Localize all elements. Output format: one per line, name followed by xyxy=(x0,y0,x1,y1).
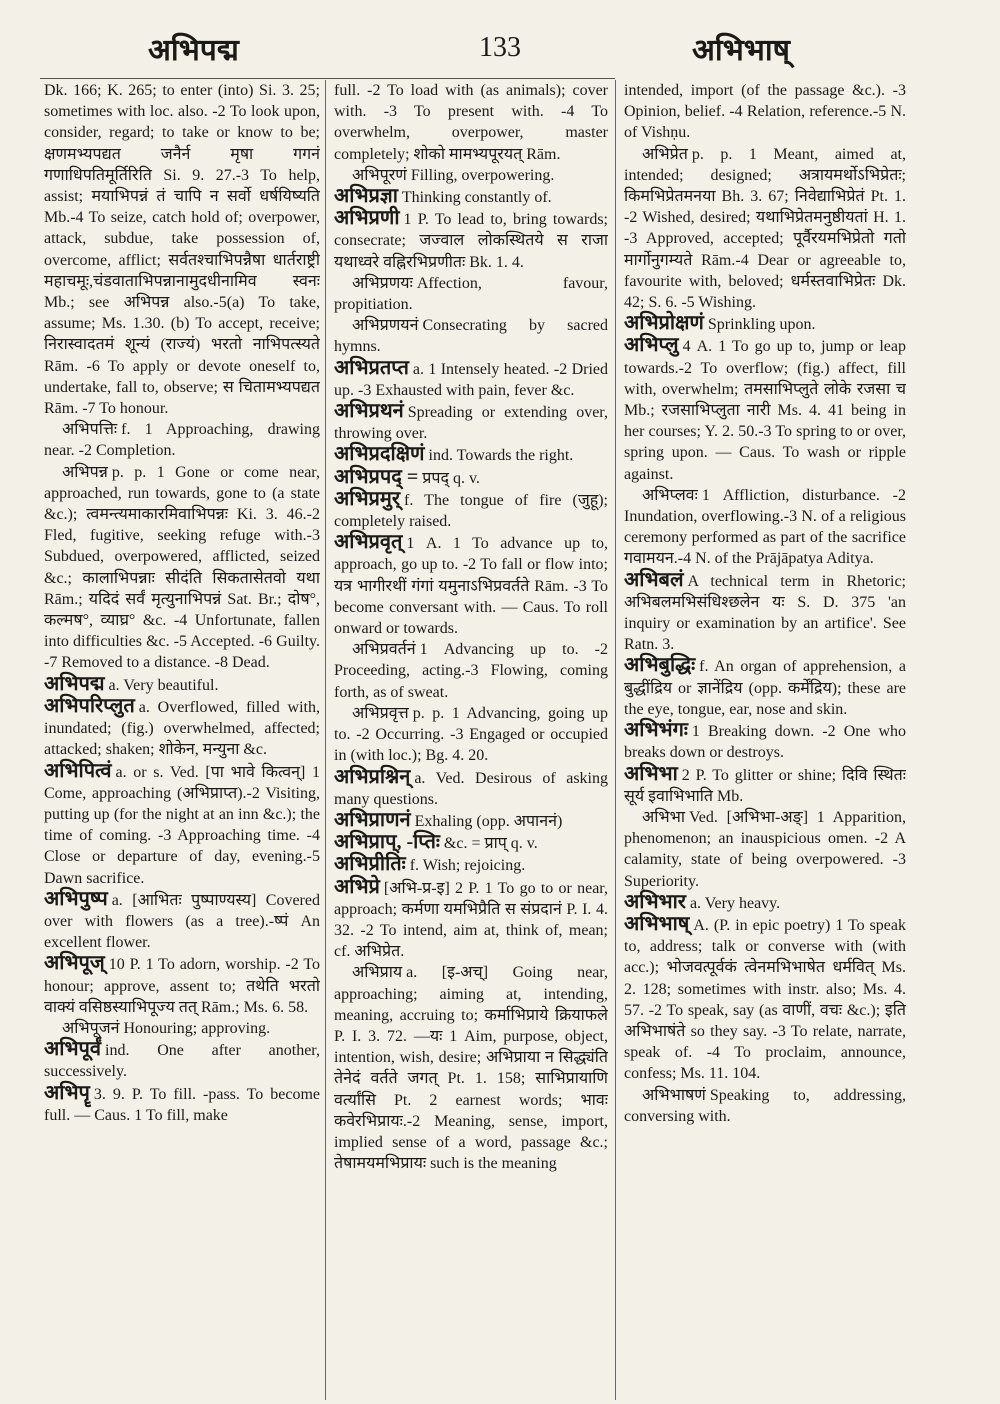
dictionary-entry xyxy=(334,358,608,401)
headword: अभिप्रतप्त xyxy=(334,356,409,379)
headword: अभिभार xyxy=(624,890,686,913)
definition: A technical term in Rhetoric; अभिबलमभिसंधिश्छलेन यः S. D. 375 'an inquiry or examination by an artifice'. See Ratn. 3. xyxy=(624,572,906,654)
definition: ind. Towards the right. xyxy=(428,447,574,465)
dictionary-entry xyxy=(334,767,608,810)
headword: अभिपूजनं xyxy=(62,1019,120,1037)
headword: अभिप्रदक्षिणं xyxy=(334,443,425,466)
definition: p. p. 1 Gone or come near, approached, run towards, gone to (a state &c.); त्वमन्त्यमाकारमिवाभिपन्नः Ki. 3. 46.-2 Fled, fugitive, seeking refuge with.-3 Subdued, overpowered, afflicted, seized &c.; कालाभिपन्नाः सीदंति सिकतासेतवो यथा Rām.; यदिदं सर्वं मृत्युनाभिपन्नं Sat. Br.; दोष°, कल्मष°, व्याघ्र° &c. -4 Unfortunate, fallen into difficulties &c. -5 Accepted. -6 Guilty. -7 Removed to a distance. -8 Dead. xyxy=(44,463,320,672)
headword: अभिपूरणं xyxy=(352,166,407,184)
dictionary-entry xyxy=(334,467,608,489)
dictionary-entry xyxy=(44,80,320,419)
headword: अभिप्रोक्षणं xyxy=(624,312,704,335)
dictionary-entry xyxy=(624,144,906,314)
dictionary-entry xyxy=(334,854,608,876)
definition: प्रपद् q. v. xyxy=(422,469,480,487)
definition: intended, import (of the passage &c.). -3 Opinion, belief. -4 Relation, reference.-5 N. of Vishṇu. xyxy=(624,82,906,142)
dictionary-entry xyxy=(334,877,608,963)
dictionary-entry xyxy=(624,914,906,1085)
left-guide-word: अभिपद्म xyxy=(148,34,239,67)
dictionary-entry xyxy=(44,1083,320,1126)
definition: p. p. 1 Advancing, going up to. -2 Occurring. -3 Engaged or occupied in (with loc.); Bg. 4. 20. xyxy=(334,704,608,765)
headword: अभिबलं xyxy=(624,568,684,591)
headword: अभिपन्न xyxy=(62,463,108,481)
definition: Sprinkling upon. xyxy=(707,316,816,334)
dictionary-entry xyxy=(334,962,608,1174)
definition: 1 Advancing up to. -2 Proceeding, acting.-3 Flowing, coming forth, as of sweat. xyxy=(334,641,608,701)
dictionary-entry xyxy=(44,889,320,954)
headword: अभिपरिप्लुत xyxy=(44,694,135,717)
definition: &c. = प्राप् q. v. xyxy=(443,835,538,853)
dictionary-entry xyxy=(334,80,608,165)
headword: अभिपत्तिः xyxy=(62,421,118,439)
headword: अभिप्राय xyxy=(352,964,403,982)
dictionary-entry xyxy=(44,462,320,674)
dictionary-entry xyxy=(334,639,608,703)
definition: full. -2 To load with (as animals); cover with. -3 To present with. -4 To overwhelm, overpower, master completely; शोको मामभ्यपूरयत् Rām. xyxy=(334,82,608,163)
definition: Honouring; approving. xyxy=(123,1019,271,1037)
definition: 3. 9. P. To fill. -pass. To become full. — Caus. 1 To fill, make xyxy=(44,1085,320,1124)
column-2 xyxy=(334,80,608,1390)
definition: Affection, favour, propitiation. xyxy=(334,274,608,314)
definition: a. 1 Intensely heated. -2 Dried up. -3 Exhausted with pain, fever &c. xyxy=(334,360,608,399)
definition: Speaking to, addressing, conversing with. xyxy=(624,1086,906,1125)
dictionary-entry xyxy=(624,720,906,763)
headword: अभिपुष्प xyxy=(44,887,108,910)
headword: अभिप्राणनं xyxy=(334,808,411,831)
dictionary-entry xyxy=(44,1018,320,1039)
definition: 1 P. To lead to, bring towards; consecrate; जज्वाल लोकस्थितये स राजा यथाध्वरे वह्निरभिप्रणीतः Bk. 1. 4. xyxy=(334,211,608,271)
page-header xyxy=(40,28,960,78)
right-guide-word: अभिभाष् xyxy=(692,34,790,67)
headword: अभिपद्म xyxy=(44,672,105,695)
headword: अभिप्लु xyxy=(624,334,679,357)
headword: अभिप्रेत xyxy=(642,145,688,163)
column-divider xyxy=(325,80,326,1400)
dictionary-entry xyxy=(624,892,906,914)
definition: a. Ved. Desirous of asking many questions. xyxy=(334,769,608,808)
dictionary-entry xyxy=(44,674,320,696)
headword: अभिप्रज्ञा xyxy=(334,185,398,208)
dictionary-entry xyxy=(334,489,608,532)
dictionary-entry xyxy=(334,832,608,854)
headword: अभिप्लवः xyxy=(642,486,698,504)
definition: Consecrating by sacred hymns. xyxy=(334,317,608,356)
definition: Filling, overpowering. xyxy=(410,166,555,184)
headword: अभिभा xyxy=(642,808,686,826)
dictionary-entry xyxy=(334,208,608,273)
definition: 1 Breaking down. -2 One who breaks down or destroys. xyxy=(624,723,906,762)
dictionary-entry xyxy=(624,807,906,892)
dictionary-entry xyxy=(334,186,608,208)
headword: अभिप्रश्निन् xyxy=(334,765,411,788)
headword: अभिभा xyxy=(624,762,678,785)
dictionary-entry xyxy=(334,315,608,357)
dictionary-entry xyxy=(334,532,608,639)
definition: a. [इ-अच्] Going near, approaching; aiming at, intending, meaning, accruing to; कर्माभिप्राये क्रियाफले P. I. 3. 72. —यः 1 Aim, purpose, object, intention, wish, desire; अभिप्राया न सिद्ध्यंति तेनेदं वर्तते जगत् Pt. 1. 158; साभिप्रायाणि वर्त्यांसि Pt. 2 earnest words; भावः कवेरभिप्रायः.-2 Meaning, sense, import, implied sense of a word, passage &c.; तेषामयमभिप्रायः such is the meaning xyxy=(334,964,608,1173)
dictionary-entry xyxy=(334,273,608,315)
headword: अभिभंगः xyxy=(624,719,688,742)
definition: a. [आभितः पुष्पाण्यस्य] Covered over with flowers (as a tree).-ष्पं An excellent flower. xyxy=(44,891,320,952)
dictionary-entry xyxy=(624,570,906,656)
headword: अभिपॄ xyxy=(44,1081,90,1104)
dictionary-entry xyxy=(334,703,608,767)
dictionary-entry xyxy=(624,335,906,484)
headword: अभिप्रणयनं xyxy=(352,317,419,335)
definition: Exhaling (opp. अपाननं) xyxy=(414,812,563,830)
dictionary-entry xyxy=(334,810,608,832)
definition: Spreading or extending over, throwing over. xyxy=(334,404,608,443)
definition: [अभि-प्र-इ] 2 P. 1 To go to or near, approach; कर्मणा यमभिप्रैति स संप्रदानं P. I. 4. 32. -2 To intend, aim at, think of, mean; cf. अभिप्रेत. xyxy=(334,879,608,961)
definition: 1 Affliction, disturbance. -2 Inundation, overflowing.-3 N. of a religious ceremony performed as part of the sacrifice गवामयन.-4 N. of the Prājāpatya Aditya. xyxy=(624,486,906,568)
headword: अभिपित्वं xyxy=(44,759,112,782)
column-1 xyxy=(44,80,320,1390)
dictionary-entry xyxy=(44,761,320,889)
headword: अभिपूर्वं xyxy=(44,1038,101,1061)
headword: अभिप्रपद् = xyxy=(334,465,419,488)
definition: f. An organ of apprehension, a बुद्धींद्रिय or ज्ञानेंद्रिय (opp. कर्मेंद्रिय); these are the eye, tongue, ear, nose and skin. xyxy=(624,658,906,718)
headword: अभिप्रणयः xyxy=(352,274,413,292)
definition: f. 1 Approaching, drawing near. -2 Completion. xyxy=(44,421,320,460)
headword: अभिप्रवर्तनं xyxy=(352,641,416,659)
definition: f. The tongue of fire (जुहू); completely raised. xyxy=(334,491,608,531)
headword: अभिप्रे xyxy=(334,875,380,898)
dictionary-entry xyxy=(44,696,320,761)
definition: 4 A. 1 To go up to, jump or leap towards.-2 To overflow; (fig.) affect, fill with, overwhelm; तमसाभिप्लुते लोके रजसा च Mb.; रजसाभिप्लुता नारी Ms. 4. 41 being in her courses; Y. 2. 50.-3 To spring to or over, spring upon. — Caus. To wash or ripple against. xyxy=(624,338,906,483)
dictionary-entry xyxy=(624,313,906,335)
headword: अभिप्रथनं xyxy=(334,400,404,423)
dictionary-entry xyxy=(334,444,608,466)
dictionary-entry xyxy=(624,1085,906,1127)
headword: अभिप्राप्, -प्तिः xyxy=(334,831,440,854)
definition: Ved. [अभिभा-अङ्] 1 Apparition, phenomenon; an inauspicious omen. -2 A calamity, state of being overpowered. -3 Superiority. xyxy=(624,808,906,890)
dictionary-entry xyxy=(334,165,608,186)
headword: अभिबुद्धिः xyxy=(624,654,696,677)
column-3 xyxy=(624,80,906,1390)
definition: Dk. 166; K. 265; to enter (into) Si. 3. 25; sometimes with loc. also. -2 To look upon, consider, regard; to take or know to be; क्षणमभ्यपद्यत जनैर्न मृषा गगनं गणाधिपतिमूर्तिरिति Si. 9. 27.-3 To help, assist; मयाभिपन्नं तं चापि न सर्वो धर्षयिष्यति Mb.-4 To seize, catch hold of; overpower, attack, subdue, take possession of, overcome, afflict; सर्वतश्चाभिपन्नैषा धार्तराष्ट्री महाचमूः,चंडवाताभिपन्नानामुदधीनामिव स्वनः Mb.; see अभिपन्न also.-5(a) To take, assume; Ms. 1.30. (b) To accept, receive; निरास्वादतमं शून्यं (राज्यं) भरतो नाभिपत्स्यते Rām. -6 To apply or devote oneself to, undertake, fall to, observe; स चितामभ्यपद्यत Rām. -7 To honour. xyxy=(44,82,320,418)
headword: अभिप्रीतिः xyxy=(334,853,406,876)
headword: अभिपूज् xyxy=(44,952,105,975)
dictionary-entry xyxy=(44,1039,320,1082)
dictionary-entry xyxy=(624,655,906,720)
headword: अभिप्रवृत्त xyxy=(352,704,409,722)
headword: अभिभाषणं xyxy=(642,1086,706,1104)
headword: अभिप्रवृत् xyxy=(334,531,403,554)
definition: f. Wish; rejoicing. xyxy=(409,857,526,875)
dictionary-entry xyxy=(624,485,906,570)
definition: p. p. 1 Meant, aimed at, intended; designed; अत्रायमर्थोऽभिप्रेतः; किमभिप्रेतमनया Bh. 3. 67; निवेद्याभिप्रेतं Pt. 1. -2 Wished, desired; यथाभिप्रेतमनुष्ठीयतां H. 1. -3 Approved, accepted; पूर्वैरयमभिप्रेतो गतो मार्गोनुगम्यते Rām.-4 Dear or agreeable to, favourite with, beloved; धर्मस्तवाभिप्रेतः Dk. 42; S. 6. -5 Wishing. xyxy=(624,145,906,312)
definition: Thinking constantly of. xyxy=(401,189,552,207)
definition: 10 P. 1 To adorn, worship. -2 To honour; approve, assent to; तथेति भरतो वाक्यं वसिष्ठस्याभिपूज्य तत् Rām.; Ms. 6. 58. xyxy=(44,956,320,1016)
definition: a. Very heavy. xyxy=(689,894,781,912)
dictionary-entry xyxy=(44,419,320,461)
columns xyxy=(38,80,978,1390)
headword: अभिप्रमुर् xyxy=(334,487,401,510)
dictionary-entry xyxy=(334,401,608,444)
definition: A. (P. in epic poetry) 1 To speak to, address; talk or converse with (with acc.); भोजवत्पूर्वकं त्वेनमभिभाषेत धर्मवित् Ms. 2. 128; sometimes with instr. also; Ms. 4. 57. -2 To speak, say (as वाणीं, वचः &c.); इति अभिभाषंते so they say. -3 To relate, narrate, speak of. -4 To proclaim, announce, confess; Ms. 11. 104. xyxy=(624,916,906,1083)
definition: 1 A. 1 To advance up to, approach, go up to. -2 To fall or flow into; यत्र भागीरथीं गंगां यमुनाऽभिप्रवर्तते Rām. -3 To become conversant with. — Caus. To roll onward or towards. xyxy=(334,535,608,638)
headword: अभिभाष् xyxy=(624,912,690,935)
definition: a. Very beautiful. xyxy=(108,676,219,694)
definition: a. or s. Ved. [पा भावे कित्वन्] 1 Come, approaching (अभिप्राप्त).-2 Visiting, putting up (for the night at an inn &c.); the time of coming. -3 Approaching time. -4 Close or departure of day, evening.-5 Dawn sacrifice. xyxy=(44,763,320,887)
definition: 2 P. To glitter or shine; दिवि स्थितः सूर्य इवाभिभाति Mb. xyxy=(624,766,906,805)
dictionary-entry xyxy=(624,764,906,807)
header-rule xyxy=(40,78,615,79)
dictionary-entry xyxy=(44,953,320,1018)
dictionary-entry xyxy=(624,80,906,144)
column-divider xyxy=(615,80,616,1400)
page-number: 133 xyxy=(479,32,521,63)
definition: ind. One after another, successively. xyxy=(44,1042,320,1081)
definition: a. Overflowed, filled with, inundated; (fig.) overwhelmed, affected; attacked; shaken; शोकेन, मन्युना &c. xyxy=(44,698,320,759)
headword: अभिप्रणी xyxy=(334,207,400,230)
